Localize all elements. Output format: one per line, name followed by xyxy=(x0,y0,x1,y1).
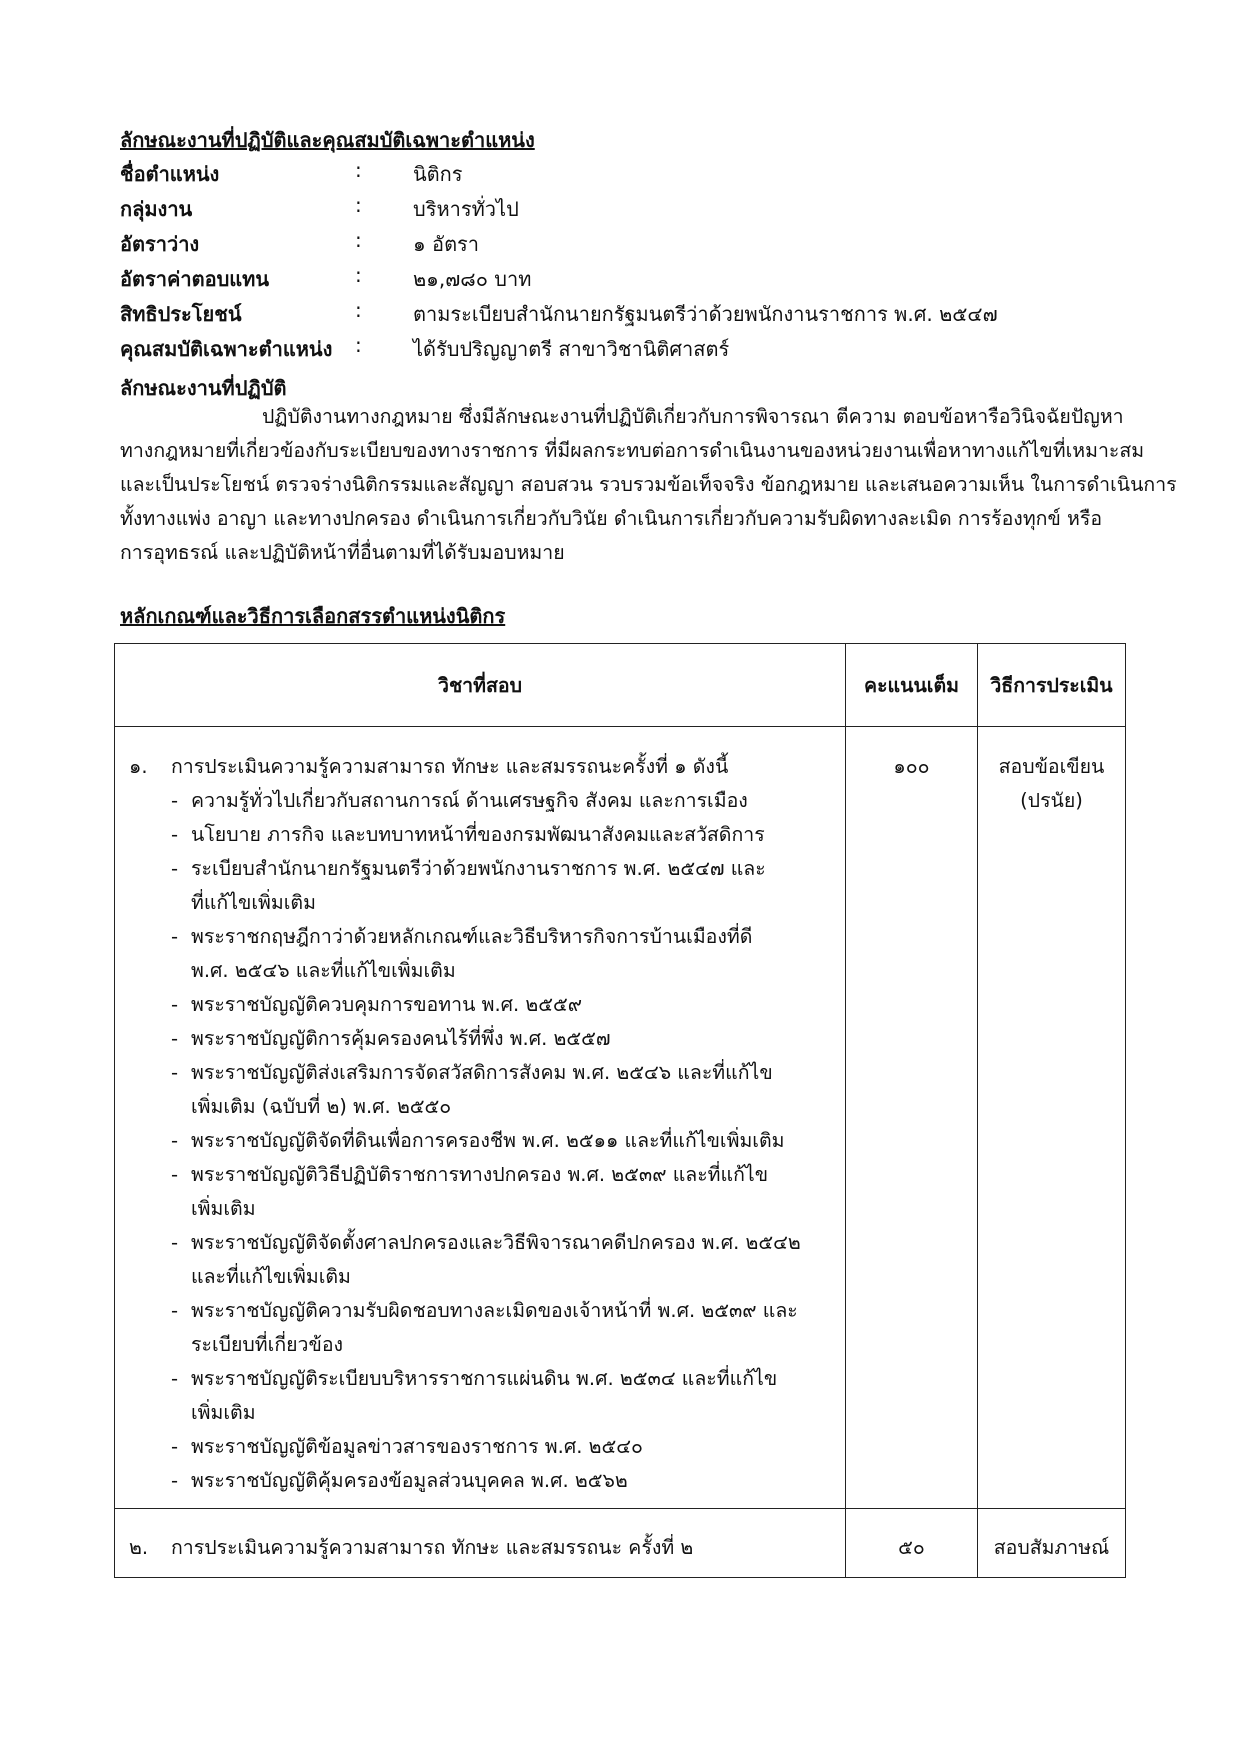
list-item: - พระราชบัญญัติระเบียบบริหารราชการแผ่นดิน พ.ศ. ๒๕๓๔ และที่แก้ไข เพิ่มเติม xyxy=(171,1367,778,1424)
list-item: - พระราชบัญญัติจัดที่ดินเพื่อการครองชีพ พ.ศ. ๒๕๑๑ และที่แก้ไขเพิ่มเติม xyxy=(171,1129,785,1152)
score-cell xyxy=(846,727,978,1509)
info-value: ตามระเบียบสำนักนายกรัฐมนตรีว่าด้วยพนักงานราชการ พ.ศ. ๒๕๔๗ xyxy=(413,302,998,326)
list-item: - พระราชบัญญัติข้อมูลข่าวสารของราชการ พ.ศ. ๒๕๔๐ xyxy=(171,1435,643,1458)
info-value: ๑ อัตรา xyxy=(413,232,480,256)
info-value: ได้รับปริญญาตรี สาขาวิชานิติศาสตร์ xyxy=(413,337,730,361)
info-colon: : xyxy=(355,263,362,287)
list-item: - ความรู้ทั่วไปเกี่ยวกับสถานการณ์ ด้านเศรษฐกิจ สังคม และการเมือง xyxy=(171,789,748,812)
info-colon: : xyxy=(355,193,362,217)
info-colon: : xyxy=(355,158,362,182)
info-value: นิติกร xyxy=(413,162,463,186)
info-label: สิทธิประโยชน์ xyxy=(120,302,242,326)
duties-line: ปฏิบัติงานทางกฎหมาย ซึ่งมีลักษณะงานที่ปฏิบัติเกี่ยวกับการพิจารณา ตีความ ตอบข้อหารือวินิจฉัยปัญหา xyxy=(262,405,1124,428)
info-label: ชื่อตำแหน่ง xyxy=(120,162,220,186)
list-item: - พระราชกฤษฎีกาว่าด้วยหลักเกณฑ์และวิธีบริหารกิจการบ้านเมืองที่ดี พ.ศ. ๒๕๔๖ และที่แก้ไขเพิ่มเติม xyxy=(171,925,753,982)
info-colon: : xyxy=(355,228,362,252)
method-cell xyxy=(978,727,1126,1509)
table-row xyxy=(115,1509,1126,1578)
criteria-heading: หลักเกณฑ์และวิธีการเลือกสรรตำแหน่งนิติกร xyxy=(120,604,506,628)
duties-line: ทางกฎหมายที่เกี่ยวข้องกับระเบียบของทางราชการ ที่มีผลกระทบต่อการดำเนินงานของหน่วยงานเพื่อหาทางแก้ไขที่เหมาะสม xyxy=(120,439,1145,462)
list-item: - พระราชบัญญัติความรับผิดชอบทางละเมิดของเจ้าหน้าที่ พ.ศ. ๒๕๓๙ และ ระเบียบที่เกี่ยวข้อง xyxy=(171,1299,798,1356)
list-item: - พระราชบัญญัติส่งเสริมการจัดสวัสดิการสังคม พ.ศ. ๒๕๔๖ และที่แก้ไข เพิ่มเติม (ฉบับที่ ๒) พ.ศ. ๒๕๕๐ xyxy=(171,1061,773,1118)
score-cell xyxy=(846,1509,978,1578)
method-note: (ปรนัย) xyxy=(1020,789,1083,812)
subject-cell xyxy=(115,1509,846,1578)
table-header-row xyxy=(115,644,1126,727)
header-subject: วิชาที่สอบ xyxy=(115,644,846,727)
info-colon: : xyxy=(355,333,362,357)
duties-heading: ลักษณะงานที่ปฏิบัติ xyxy=(120,376,287,400)
sub-items xyxy=(171,784,845,1498)
duties-line: การอุทธรณ์ และปฏิบัติหน้าที่อื่นตามที่ได้รับมอบหมาย xyxy=(120,541,565,564)
score-value: ๑๐๐ xyxy=(893,755,930,778)
duties-paragraph xyxy=(120,400,1177,570)
info-value: บริหารทั่วไป xyxy=(413,197,519,221)
item-number: ๒. xyxy=(129,1536,149,1559)
list-item: - พระราชบัญญัติคุ้มครองข้อมูลส่วนบุคคล พ.ศ. ๒๕๖๒ xyxy=(171,1469,628,1492)
info-label: คุณสมบัติเฉพาะตำแหน่ง xyxy=(120,337,333,361)
criteria-table xyxy=(114,643,1126,1578)
item-title: การประเมินความรู้ความสามารถ ทักษะ และสมรรถนะ ครั้งที่ ๒ xyxy=(171,1536,694,1559)
item-title: การประเมินความรู้ความสามารถ ทักษะ และสมรรถนะครั้งที่ ๑ ดังนี้ xyxy=(171,755,729,778)
info-label: กลุ่มงาน xyxy=(120,197,193,221)
info-label: อัตราว่าง xyxy=(120,232,200,256)
score-value: ๕๐ xyxy=(898,1536,925,1559)
list-item: - พระราชบัญญัติควบคุมการขอทาน พ.ศ. ๒๕๕๙ xyxy=(171,993,583,1016)
list-item: - พระราชบัญญัติวิธีปฏิบัติราชการทางปกครอง พ.ศ. ๒๕๓๙ และที่แก้ไข เพิ่มเติม xyxy=(171,1163,769,1220)
info-label: อัตราค่าตอบแทน xyxy=(120,267,270,291)
header-method: วิธีการประเมิน xyxy=(978,644,1126,727)
criteria-item-1 xyxy=(115,750,845,1498)
criteria-item-2 xyxy=(115,1531,845,1565)
method-value: สอบข้อเขียน xyxy=(998,755,1105,778)
info-value: ๒๑,๗๘๐ บาท xyxy=(413,267,532,291)
duties-line: และเป็นประโยชน์ ตรวจร่างนิติกรรมและสัญญา สอบสวน รวบรวมข้อเท็จจริง ข้อกฎหมาย และเสนอความเห็น ในการดำเนินการ xyxy=(120,473,1177,496)
info-colon: : xyxy=(355,298,362,322)
duties-line: ทั้งทางแพ่ง อาญา และทางปกครอง ดำเนินการเกี่ยวกับวินัย ดำเนินการเกี่ยวกับความรับผิดทางละเมิด การร้องทุกข์ หรือ xyxy=(120,507,1103,530)
item-number: ๑. xyxy=(129,755,148,778)
list-item: - พระราชบัญญัติจัดตั้งศาลปกครองและวิธีพิจารณาคดีปกครอง พ.ศ. ๒๕๔๒ และที่แก้ไขเพิ่มเติม xyxy=(171,1231,801,1288)
job-description-heading: ลักษณะงานที่ปฏิบัติและคุณสมบัติเฉพาะตำแหน่ง xyxy=(120,128,535,152)
header-score: คะแนนเต็ม xyxy=(846,644,978,727)
list-item: - ระเบียบสำนักนายกรัฐมนตรีว่าด้วยพนักงานราชการ พ.ศ. ๒๕๔๗ และ ที่แก้ไขเพิ่มเติม xyxy=(171,857,766,914)
list-item: - พระราชบัญญัติการคุ้มครองคนไร้ที่พึ่ง พ.ศ. ๒๕๕๗ xyxy=(171,1027,611,1050)
method-cell xyxy=(978,1509,1126,1578)
table-row xyxy=(115,727,1126,1509)
subject-cell xyxy=(115,727,846,1509)
method-value: สอบสัมภาษณ์ xyxy=(993,1536,1110,1559)
list-item: - นโยบาย ภารกิจ และบทบาทหน้าที่ของกรมพัฒนาสังคมและสวัสดิการ xyxy=(171,823,765,846)
